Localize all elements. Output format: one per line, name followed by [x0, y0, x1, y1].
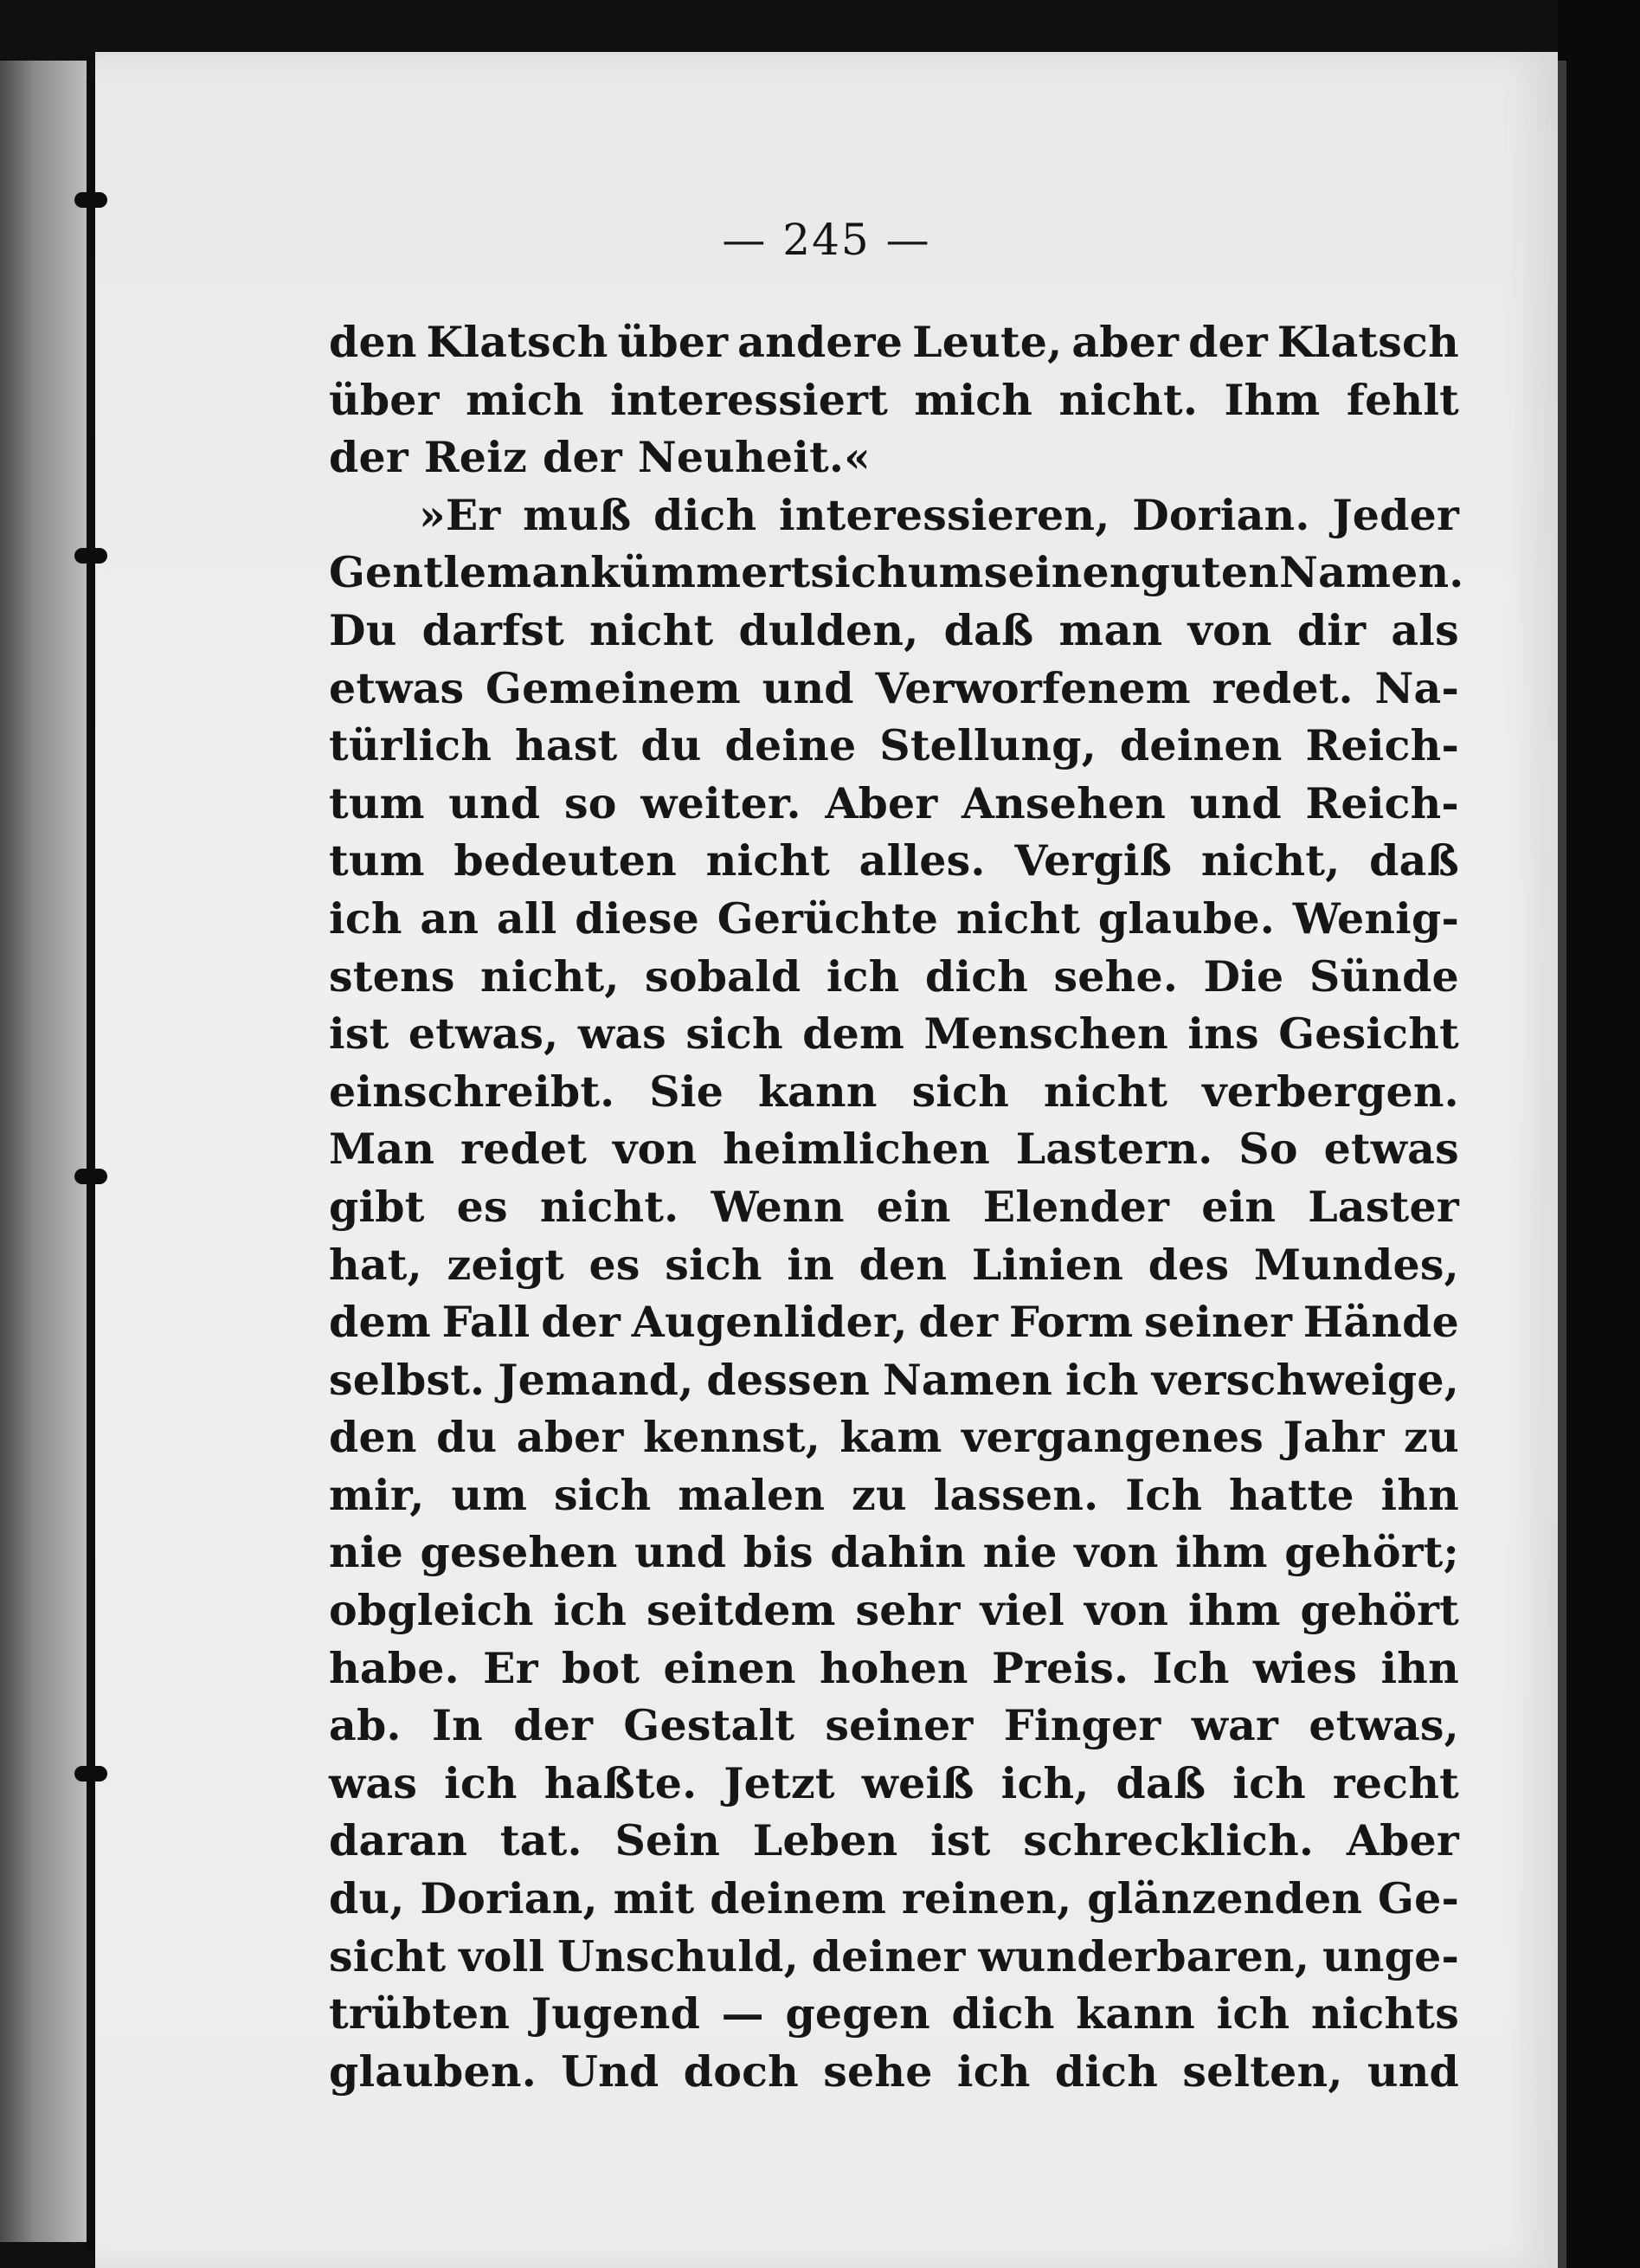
- word: der: [541, 1297, 621, 1348]
- word: bedeuten: [453, 835, 677, 886]
- word: Vergiß: [1014, 835, 1173, 886]
- text-line: [329, 1985, 1459, 2043]
- word: glänzenden: [1087, 1873, 1363, 1924]
- word: dulden,: [738, 604, 919, 655]
- word: dem: [329, 1297, 431, 1348]
- word: Leben: [752, 1815, 898, 1866]
- word: ich: [826, 950, 900, 1002]
- scan-right-border: [1558, 0, 1640, 2268]
- word: kümmert: [590, 547, 811, 598]
- word: und: [762, 662, 854, 713]
- word: Laster: [1308, 1181, 1459, 1232]
- word: und: [448, 777, 541, 828]
- word: dem: [802, 1008, 905, 1060]
- word: sobald: [645, 950, 801, 1002]
- text-line: [329, 717, 1459, 775]
- word: haßte.: [543, 1757, 698, 1808]
- text-line: [329, 1293, 1459, 1351]
- word: etwas,: [408, 1008, 559, 1060]
- word: an: [420, 892, 479, 944]
- word: Elender: [982, 1181, 1170, 1232]
- word: Und: [561, 2046, 659, 2097]
- word: sich: [911, 1066, 1010, 1117]
- word: Du: [329, 604, 397, 655]
- word: Gentleman: [329, 547, 591, 598]
- word: verschweige,: [1151, 1354, 1459, 1405]
- text-line: [329, 313, 1459, 371]
- text-line: [329, 428, 1459, 486]
- word: deinen: [1119, 720, 1283, 771]
- word: des: [1148, 1239, 1230, 1290]
- word: zu: [852, 1469, 907, 1520]
- word: Augenlider,: [631, 1297, 908, 1348]
- word: nie: [982, 1527, 1058, 1578]
- word: nicht: [705, 835, 830, 886]
- word: der: [1188, 317, 1268, 367]
- word: Klatsch: [426, 317, 608, 367]
- word: Man: [329, 1124, 435, 1175]
- word: nicht.: [539, 1181, 679, 1232]
- word: den: [329, 1412, 417, 1463]
- word: ist: [329, 1008, 389, 1060]
- word: Er: [483, 1642, 538, 1693]
- word: Wenn: [711, 1181, 845, 1232]
- word: Hände: [1302, 1297, 1459, 1348]
- word: nicht: [1043, 1066, 1168, 1117]
- word: mit: [613, 1873, 695, 1924]
- word: dich: [924, 950, 1029, 1002]
- word: Jetzt: [724, 1757, 835, 1808]
- word: einen: [663, 1642, 796, 1693]
- word: gehört: [1300, 1585, 1459, 1636]
- word: sehr: [855, 1585, 961, 1636]
- word: nichts: [1310, 1988, 1459, 2039]
- word: Aber: [825, 777, 938, 828]
- word: Stellung,: [879, 720, 1097, 771]
- word: etwas,: [1309, 1700, 1459, 1751]
- word: über: [329, 374, 440, 425]
- word: der: [918, 1297, 999, 1348]
- word: deinem: [710, 1873, 887, 1924]
- word: Sünde: [1309, 950, 1459, 1002]
- word: muß: [523, 489, 632, 540]
- word: interessiert: [610, 374, 889, 425]
- word: ins: [1187, 1008, 1259, 1060]
- word: so: [563, 777, 617, 828]
- word: »Er: [419, 489, 501, 540]
- word: Gesicht: [1278, 1008, 1459, 1060]
- text-line: [329, 1466, 1459, 1524]
- word: Namen: [882, 1354, 1053, 1405]
- word: nicht: [955, 892, 1081, 944]
- word: daß: [1369, 835, 1459, 886]
- word: ihn: [1380, 1469, 1459, 1520]
- text-line: [329, 1236, 1459, 1294]
- word: ich,: [1000, 1757, 1090, 1808]
- word: ist: [930, 1815, 991, 1866]
- word: ich: [1065, 1354, 1139, 1405]
- word: gibt: [329, 1181, 425, 1232]
- word: viel: [980, 1585, 1065, 1636]
- word: Lastern.: [1015, 1124, 1213, 1175]
- word: Gemeinem: [486, 662, 741, 713]
- word: Die: [1203, 950, 1284, 1002]
- text-line: [329, 1582, 1459, 1640]
- word: diese: [575, 892, 700, 944]
- word: Dorian.: [1132, 489, 1310, 540]
- word: voll: [459, 1930, 545, 1981]
- word: Preis.: [992, 1642, 1129, 1693]
- word: Form: [1008, 1297, 1134, 1348]
- word: kam: [839, 1412, 942, 1463]
- word: bis: [743, 1527, 814, 1578]
- word: ich: [1216, 1988, 1290, 2039]
- word: etwas: [329, 662, 465, 713]
- word: ich: [956, 2046, 1031, 2097]
- word: türlich: [329, 720, 492, 771]
- word: es: [588, 1239, 640, 1290]
- body-text: [329, 313, 1464, 2100]
- word: was: [329, 1757, 418, 1808]
- word: deiner: [811, 1930, 966, 1981]
- word: Aber: [1346, 1815, 1459, 1866]
- word: Reiz: [423, 432, 527, 483]
- word: Ansehen: [961, 777, 1167, 828]
- word: obgleich: [329, 1585, 534, 1636]
- binding-tick: [74, 192, 107, 208]
- word: trübten: [329, 1988, 511, 2039]
- word: aber: [1071, 317, 1180, 367]
- word: seiner: [825, 1700, 974, 1751]
- word: deine: [724, 720, 857, 771]
- word: hat,: [329, 1239, 422, 1290]
- word: gesehen: [420, 1527, 618, 1578]
- word: mich: [914, 374, 1033, 425]
- word: daran: [329, 1815, 468, 1866]
- binding-tick: [74, 1169, 107, 1184]
- word: kann: [757, 1066, 878, 1117]
- word: bot: [562, 1642, 640, 1693]
- word: dich: [653, 489, 757, 540]
- text-line: [329, 602, 1459, 660]
- word: um: [907, 547, 984, 598]
- word: vergangenes: [961, 1412, 1264, 1463]
- word: was: [577, 1008, 666, 1060]
- word: der: [329, 432, 408, 483]
- page-number: — 245 —: [722, 215, 931, 265]
- word: interessieren,: [779, 489, 1110, 540]
- word: verbergen.: [1202, 1066, 1459, 1117]
- word: selten,: [1182, 2046, 1343, 2097]
- word: mich: [466, 374, 584, 425]
- word: Sein: [614, 1815, 721, 1866]
- word: doch: [683, 2046, 799, 2097]
- word: weiß: [861, 1757, 974, 1808]
- word: nicht.: [1058, 374, 1199, 425]
- word: Klatsch: [1277, 317, 1459, 367]
- word: ich: [1232, 1757, 1306, 1808]
- word: daß: [943, 604, 1034, 655]
- text-line: [329, 660, 1459, 718]
- word: du: [436, 1412, 498, 1463]
- word: tat.: [499, 1815, 582, 1866]
- word: aber: [516, 1412, 624, 1463]
- word: sich: [685, 1008, 783, 1060]
- word: glaube.: [1097, 892, 1276, 944]
- word: glauben.: [329, 2046, 537, 2097]
- word: reinen,: [901, 1873, 1072, 1924]
- facing-page-edge: [0, 61, 87, 2242]
- word: Verworfenem: [875, 662, 1191, 713]
- word: von: [1084, 1585, 1169, 1636]
- word: über: [617, 317, 729, 367]
- word: hohen: [819, 1642, 968, 1693]
- word: Linien: [971, 1239, 1124, 1290]
- word: ihn: [1380, 1642, 1459, 1693]
- word: Reich-: [1305, 720, 1459, 771]
- word: Gestalt: [623, 1700, 795, 1751]
- word: es: [456, 1181, 508, 1232]
- word: von: [612, 1124, 698, 1175]
- word: Finger: [1003, 1700, 1161, 1751]
- word: Fall: [441, 1297, 531, 1348]
- word: ein: [1201, 1181, 1277, 1232]
- text-line: [329, 2043, 1459, 2101]
- word: in: [787, 1239, 834, 1290]
- text-line: [329, 775, 1459, 833]
- word: seiner: [1143, 1297, 1293, 1348]
- text-line: [329, 1812, 1459, 1870]
- word: als: [1391, 604, 1459, 655]
- text-line: [329, 1408, 1459, 1466]
- word: ich: [444, 1757, 518, 1808]
- text-line: [329, 1928, 1459, 1986]
- word: lassen.: [933, 1469, 1099, 1520]
- word: wunderbaren,: [978, 1930, 1310, 1981]
- word: Jugend: [531, 1988, 701, 2039]
- word: zeigt: [447, 1239, 564, 1290]
- word: Wenig-: [1292, 892, 1459, 944]
- word: Ge-: [1378, 1873, 1459, 1924]
- word: andere: [737, 317, 904, 367]
- word: du: [640, 720, 702, 771]
- word: sehe.: [1053, 950, 1179, 1002]
- word: guten: [1140, 547, 1280, 598]
- text-line: [329, 486, 1459, 544]
- word: habe.: [329, 1642, 460, 1693]
- word: Ich: [1125, 1469, 1203, 1520]
- word: ab.: [329, 1700, 402, 1751]
- text-line: [329, 371, 1459, 429]
- word: seinen: [983, 547, 1141, 598]
- word: der: [543, 432, 622, 483]
- word: malen: [678, 1469, 826, 1520]
- word: Jemand,: [498, 1354, 694, 1405]
- word: kennst,: [642, 1412, 821, 1463]
- page-right-edge: [1558, 61, 1566, 2268]
- word: tum: [329, 777, 425, 828]
- word: ihm: [1188, 1585, 1281, 1636]
- word: der: [513, 1700, 594, 1751]
- word: und: [1189, 777, 1282, 828]
- text-line: [329, 1524, 1459, 1582]
- word: gegen: [785, 1988, 930, 2039]
- word: redet: [460, 1124, 588, 1175]
- word: Neuheit.«: [637, 432, 871, 483]
- text-line: [329, 1870, 1459, 1928]
- word: ein: [876, 1181, 951, 1232]
- word: hatte: [1228, 1469, 1354, 1520]
- text-line: [329, 1063, 1459, 1121]
- word: fehlt: [1346, 374, 1459, 425]
- word: Mundes,: [1253, 1239, 1459, 1290]
- word: kann: [1076, 1988, 1196, 2039]
- word: war: [1191, 1700, 1279, 1751]
- word: nicht: [589, 604, 714, 655]
- word: heimlichen: [723, 1124, 990, 1175]
- text-line: [329, 1640, 1459, 1698]
- word: So: [1238, 1124, 1298, 1175]
- text-line: [329, 832, 1459, 890]
- word: daß: [1116, 1757, 1206, 1808]
- binding-tick: [74, 1766, 107, 1782]
- word: dessen: [706, 1354, 871, 1405]
- word: du,: [329, 1873, 405, 1924]
- text-line: [329, 948, 1459, 1006]
- word: nie: [329, 1527, 404, 1578]
- word: wies: [1252, 1642, 1358, 1693]
- word: Sie: [649, 1066, 724, 1117]
- word: Dorian,: [420, 1873, 598, 1924]
- word: man: [1058, 604, 1163, 655]
- text-line: [329, 1697, 1459, 1755]
- book-page: [95, 52, 1558, 2268]
- word: sich: [665, 1239, 762, 1290]
- text-line: [329, 1755, 1459, 1813]
- word: nicht,: [1200, 835, 1341, 886]
- word: redet.: [1212, 662, 1354, 713]
- word: zu: [1404, 1412, 1459, 1463]
- word: all: [496, 892, 557, 944]
- word: den: [329, 317, 417, 367]
- word: dich: [951, 1988, 1055, 2039]
- word: sich: [810, 547, 908, 598]
- word: tum: [329, 835, 425, 886]
- text-line: [329, 1120, 1459, 1178]
- text-line: [329, 1178, 1459, 1236]
- word: von: [1187, 604, 1272, 655]
- word: ich: [329, 892, 402, 944]
- word: hast: [515, 720, 618, 771]
- word: sich: [553, 1469, 652, 1520]
- word: ich: [553, 1585, 627, 1636]
- word: In: [431, 1700, 483, 1751]
- word: Leute,: [912, 317, 1063, 367]
- word: etwas: [1323, 1124, 1459, 1175]
- word: schrecklich.: [1023, 1815, 1315, 1866]
- word: Ihm: [1224, 374, 1321, 425]
- word: Gerüchte: [717, 892, 939, 944]
- text-line: [329, 544, 1464, 602]
- binding-rule: [87, 78, 95, 2251]
- word: Namen.: [1279, 547, 1464, 598]
- word: dir: [1296, 604, 1367, 655]
- word: mir,: [329, 1469, 425, 1520]
- word: und: [634, 1527, 727, 1578]
- word: —: [721, 1988, 764, 2039]
- word: dich: [1054, 2046, 1159, 2097]
- word: selbst.: [329, 1354, 486, 1405]
- word: darfst: [421, 604, 564, 655]
- word: alles.: [859, 835, 986, 886]
- word: weiter.: [640, 777, 801, 828]
- word: Na-: [1374, 662, 1459, 713]
- word: dahin: [830, 1527, 967, 1578]
- word: recht: [1332, 1757, 1459, 1808]
- word: Ich: [1152, 1642, 1230, 1693]
- word: ihm: [1175, 1527, 1268, 1578]
- word: stens: [329, 950, 455, 1002]
- word: nicht,: [480, 950, 620, 1002]
- word: einschreibt.: [329, 1066, 615, 1117]
- word: Unschuld,: [557, 1930, 799, 1981]
- word: Jeder: [1332, 489, 1459, 540]
- word: von: [1074, 1527, 1159, 1578]
- word: Menschen: [923, 1008, 1168, 1060]
- word: um: [451, 1469, 528, 1520]
- text-line: [329, 1005, 1459, 1063]
- text-line: [329, 890, 1459, 948]
- word: Reich-: [1305, 777, 1459, 828]
- word: seitdem: [646, 1585, 836, 1636]
- word: gehört;: [1284, 1527, 1459, 1578]
- binding-tick: [74, 548, 107, 564]
- word: unge-: [1322, 1930, 1459, 1981]
- text-line: [329, 1351, 1459, 1409]
- word: sicht: [329, 1930, 447, 1981]
- word: und: [1367, 2046, 1459, 2097]
- word: sehe: [823, 2046, 933, 2097]
- word: Jahr: [1283, 1412, 1385, 1463]
- word: den: [859, 1239, 948, 1290]
